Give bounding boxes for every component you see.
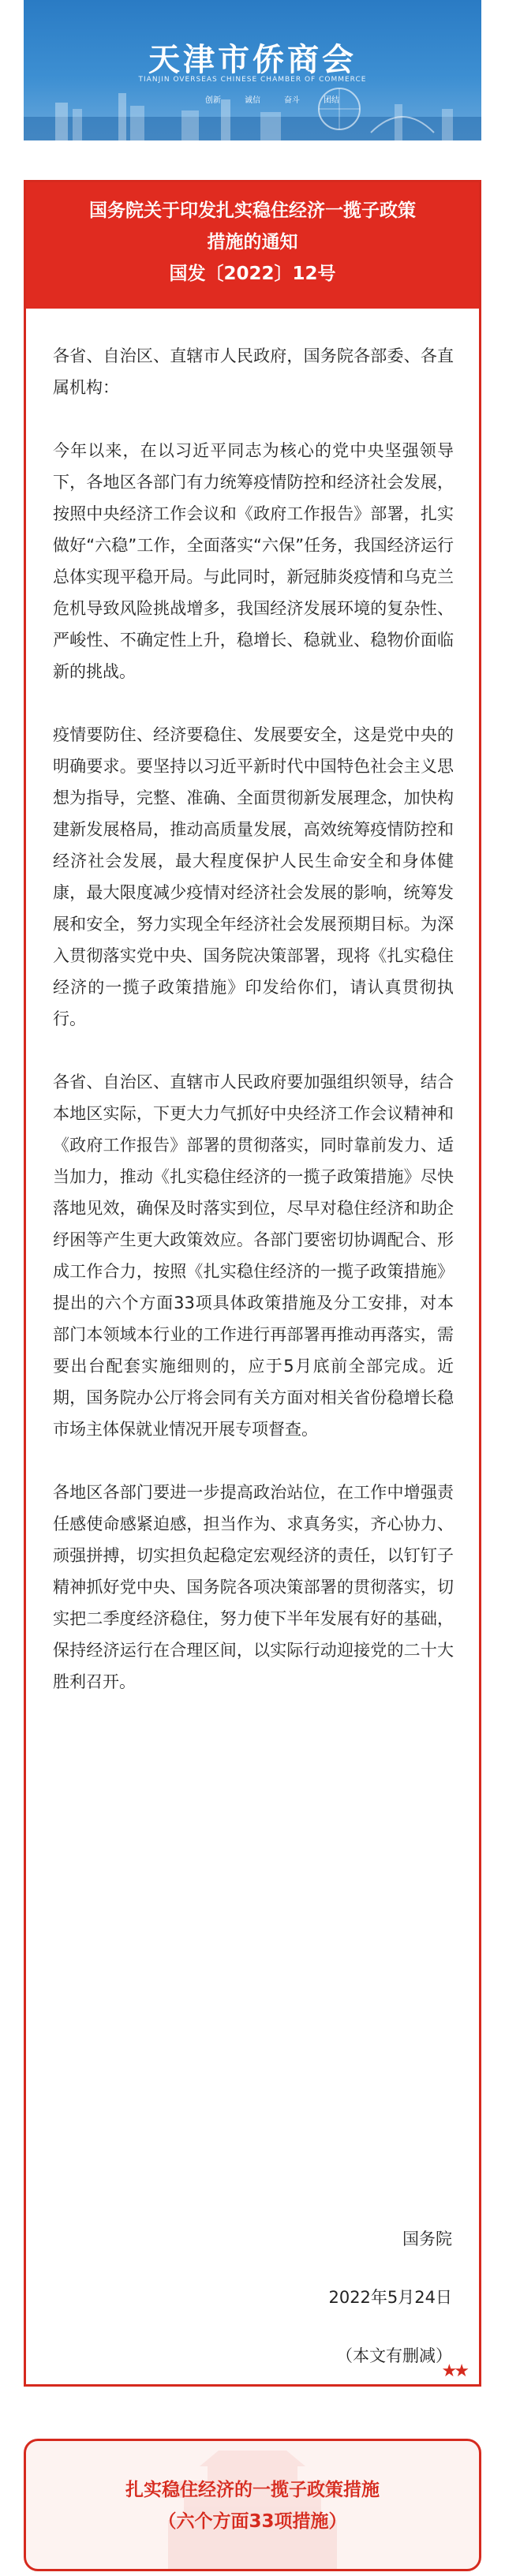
header-banner (24, 0, 481, 140)
chamber-english-name: TIANJIN OVERSEAS CHINESE CHAMBER OF COMMERCE (138, 76, 367, 84)
notice-title-line2: 措施的通知 (207, 232, 298, 253)
issue-date: 2022年5月24日 (328, 2288, 452, 2307)
body-paragraph: 今年以来，在以习近平同志为核心的党中央坚强领导下，各地区各部门有力统筹疫情防控和经济社会发展，按照中央经济工作会议和《政府工作报告》部署，扎实做好“六稳”工作，全面落实“六保”任务，我国经济运行总体实现平稳开局。与此同时，新冠肺炎疫情和乌克兰危机导致风险挑战增多，我国经济发展环境的复杂性、严峻性、不确定性上升，稳增长、稳就业、稳物价面临新的挑战。 (53, 441, 454, 681)
notice-doc-number: 国发〔2022〕12号 (169, 264, 336, 284)
body-paragraph: 疫情要防住、经济要稳住、发展要安全，这是党中央的明确要求。要坚持以习近平新时代中国特色社会主义思想为指导，完整、准确、全面贯彻新发展理念，加快构建新发展格局，推动高质量发展，高效统筹疫情防控和经济社会发展，最大程度保护人民生命安全和身体健康，最大限度减少疫情对经济社会发展的影响，统筹发展和安全，努力实现全年经济社会发展预期目标。为深入贯彻落实党中央、国务院决策部署，现将《扎实稳住经济的一揽子政策措施》印发给你们，请认真贯彻执行。 (53, 725, 454, 1028)
policy-link-title[interactable]: 扎实稳住经济的一揽子政策措施 (125, 2480, 380, 2500)
body-paragraph: 各省、自治区、直辖市人民政府，国务院各部委、各直属机构： (53, 346, 454, 397)
body-paragraph: 各地区各部门要进一步提高政治站位，在工作中增强责任感使命感紧迫感，担当作为、求真务实，齐心协力、顽强拼搏，切实担负起稳定宏观经济的责任，以钉钉子精神抓好党中央、国务院各项决策部署的贯彻落实，切实把二季度经济稳住，努力使下半年发展有好的基础，保持经济运行在合理区间，以实际行动迎接党的二十大胜利召开。 (53, 1483, 454, 1691)
policy-link-card[interactable] (24, 2439, 481, 2571)
city-skyline-illustration (24, 85, 481, 140)
motto-item: 团结 (324, 96, 339, 105)
body-paragraph: 各省、自治区、直辖市人民政府要加强组织领导，结合本地区实际，下更大力气抓好中央经济工作会议精神和《政府工作报告》部署的贯彻落实，同时靠前发力、适当加力，推动《扎实稳住经济的一揽子政策措施》尽快落地见效，确保及时落实到位，尽早对稳住经济和助企纾困等产生更大政策效应。各部门要密切协调配合、形成工作合力，按照《扎实稳住经济的一揽子政策措施》提出的六个方面33项具体政策措施及分工安排，对本部门本领域本行业的工作进行再部署再推动再落实，需要出台配套实施细则的，应于5月底前全部完成。近期，国务院办公厅将会同有关方面对相关省份稳增长稳市场主体保就业情况开展专项督查。 (53, 1073, 454, 1439)
abridged-note: （本文有删减） (336, 2346, 452, 2365)
notice-body (53, 340, 454, 1729)
chamber-name: 天津市侨商会 (148, 41, 357, 78)
motto-item: 创新 (205, 96, 221, 105)
signer: 国务院 (402, 2230, 452, 2248)
motto-item: 奋斗 (284, 96, 300, 105)
policy-link-subtitle[interactable]: （六个方面33项措施） (158, 2511, 347, 2532)
notice-title-line1: 国务院关于印发扎实稳住经济一揽子政策 (89, 200, 416, 221)
policy-link-text[interactable] (26, 2474, 479, 2537)
notice-card (24, 180, 481, 2387)
star-decoration-icon: ★★ (441, 2361, 466, 2381)
motto-item: 诚信 (245, 96, 260, 105)
notice-header (26, 182, 479, 309)
